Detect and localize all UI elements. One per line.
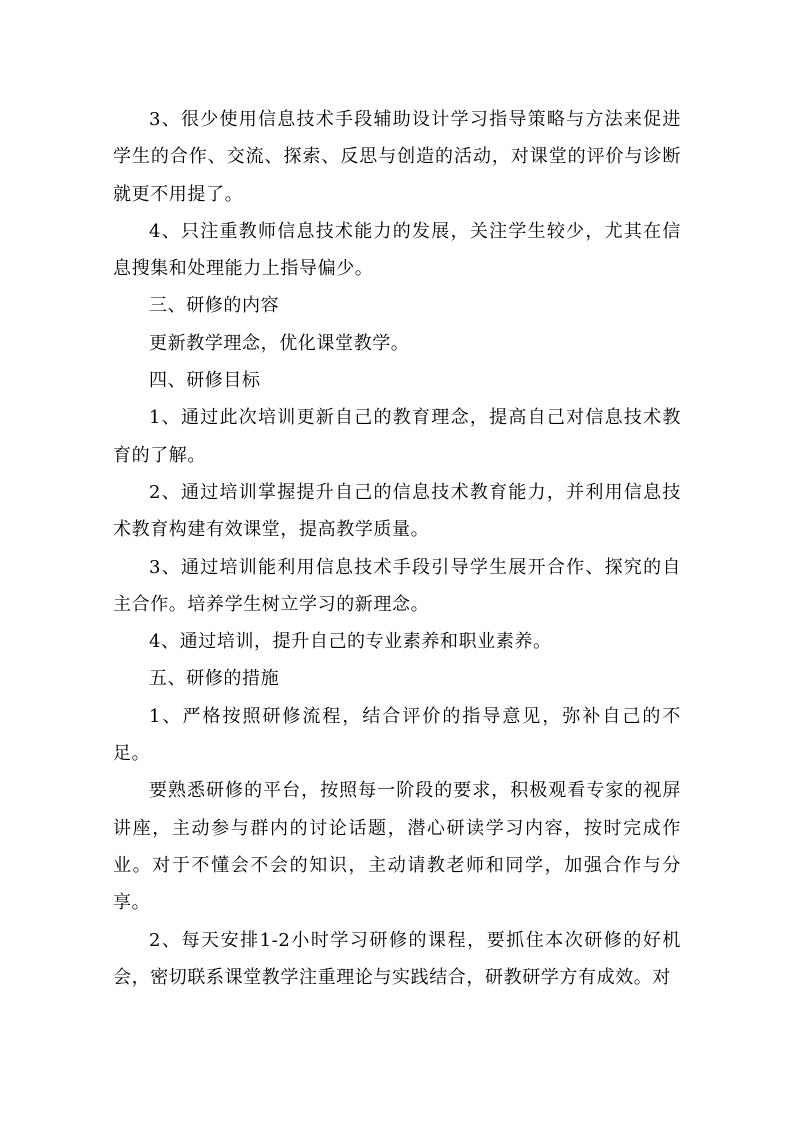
paragraph-goal-3: 3、通过培训能利用信息技术手段引导学生展开合作、探究的自主合作。培养学生树立学习的新理念。 bbox=[113, 556, 681, 615]
paragraph-challenge-3: 3、很少使用信息技术手段辅助设计学习指导策略与方法来促进学生的合作、交流、探索、反思与创造的活动，对课堂的评价与诊断就更不用提了。 bbox=[113, 109, 681, 205]
document-body bbox=[113, 101, 681, 996]
paragraph-goal-2: 2、通过培训掌握提升自己的信息技术教育能力，并利用信息技术教育构建有效课堂，提高教学质量。 bbox=[113, 481, 681, 541]
paragraph-measure-detail: 要熟悉研修的平台，按照每一阶段的要求，积极观看专家的视屏讲座，主动参与群内的讨论话题，潜心研读学习内容，按时完成作业。对于不懂会不会的知识，主动请教老师和同学，加强合作与分享。 bbox=[113, 780, 681, 914]
paragraph-goal-4: 4、通过培训，提升自己的专业素养和职业素养。 bbox=[149, 631, 552, 653]
paragraph-content-text: 更新教学理念，优化课堂教学。 bbox=[149, 332, 410, 354]
paragraph-challenge-4: 4、只注重教师信息技术能力的发展，关注学生较少，尤其在信息搜集和处理能力上指导偏少。 bbox=[113, 220, 681, 280]
paragraph-measure-1: 1、严格按照研修流程，结合评价的指导意见，弥补自己的不足。 bbox=[113, 705, 681, 765]
section-heading-measures: 五、研修的措施 bbox=[149, 668, 280, 690]
section-heading-goals: 四、研修目标 bbox=[149, 370, 261, 392]
paragraph-measure-2: 2、每天安排1-2小时学习研修的课程，要抓住本次研修的好机会，密切联系课堂教学注重理论与实践结合，研教研学方有成效。对 bbox=[113, 929, 681, 988]
paragraph-goal-1: 1、通过此次培训更新自己的教育理念，提高自己对信息技术教育的了解。 bbox=[113, 407, 681, 466]
section-heading-content: 三、研修的内容 bbox=[149, 295, 280, 317]
